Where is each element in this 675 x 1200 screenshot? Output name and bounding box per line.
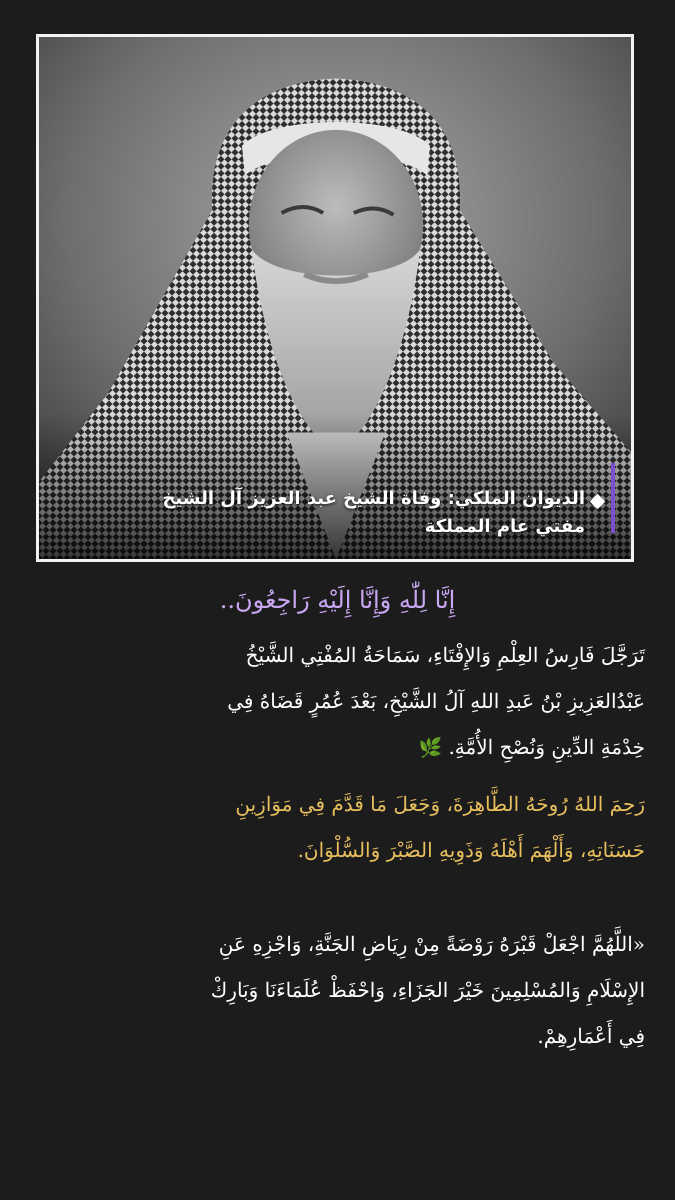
supplication-line: فِي أَعْمَارِهِمْ. (537, 1024, 645, 1048)
herb-leaf-icon: 🌿 (418, 737, 443, 759)
condolence-headline: إِنَّا لِلّٰهِ وَإِنَّا إِلَيْهِ رَاجِعُونَ.. (219, 586, 456, 614)
tribute-paragraph (30, 632, 645, 771)
condolence-text (30, 580, 645, 1069)
tribute-line: خِدْمَةِ الدِّينِ وَنُصْحِ الأُمَّةِ.🌿 (418, 735, 645, 759)
news-caption (75, 455, 615, 535)
news-photo-card (36, 34, 634, 562)
diamond-bullet-icon (590, 494, 606, 510)
caption-subtitle: مفتي عام المملكة (424, 516, 585, 537)
supplication-line: «اللَّهُمَّ اجْعَلْ قَبْرَهُ رَوْضَةً مِنْ رِيَاضِ الجَنَّةِ، وَاجْزِهِ عَنِ (218, 932, 645, 956)
supplication-paragraph (30, 921, 645, 1059)
prayer-line: حَسَنَاتِهِ، وَأَلْهَمَ أَهْلَهُ وَذَوِيهِ الصَّبْرَ وَالسُّلْوَانَ. (297, 838, 645, 862)
supplication-line: الإِسْلَامِ وَالمُسْلِمِينَ خَيْرَ الجَزَاءِ، وَاحْفَظْ عُلَمَاءَنَا وَبَارِكْ (210, 978, 645, 1002)
caption-text (75, 485, 585, 541)
caption-title: الديوان الملكي: وفاة الشيخ عبد العزيز آل الشيخ (162, 488, 585, 509)
mercy-prayer-paragraph (30, 781, 645, 873)
tribute-line: تَرَجَّلَ فَارِسُ العِلْمِ وَالإِفْتَاءِ، سَمَاحَةُ المُفْتِي الشَّيْخُ (245, 643, 645, 667)
caption-accent-bar (611, 463, 615, 533)
prayer-line: رَحِمَ اللهُ رُوحَهُ الطَّاهِرَةَ، وَجَعَلَ مَا قَدَّمَ فِي مَوَازِينِ (235, 792, 645, 816)
tribute-line: عَبْدُالعَزِيزِ بْنُ عَبدِ اللهِ آلُ الشَّيْخِ، بَعْدَ عُمُرٍ قَضَاهُ فِي (227, 689, 645, 713)
